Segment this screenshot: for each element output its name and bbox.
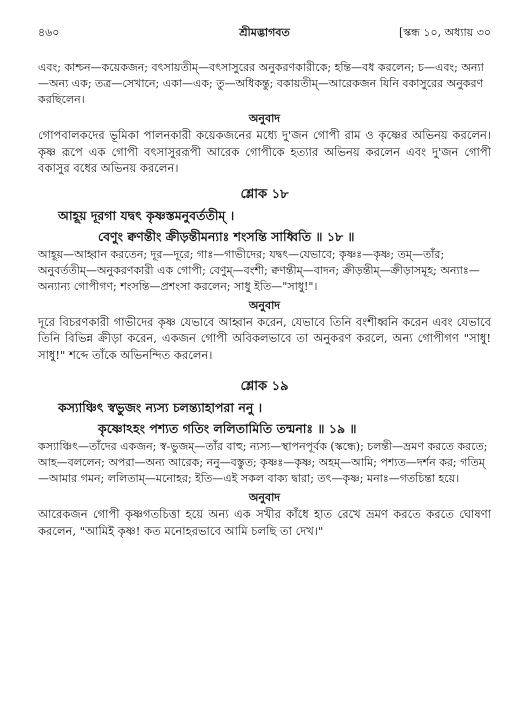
verse-18-line-2: বেণুং ক্বণন্তীং ক্রীড়ন্তীমন্যাঃ শংসন্তি সাধ্বিতি ॥ ১৮ ॥ — [98, 228, 355, 244]
translation-heading-19: অনুবাদ — [248, 491, 281, 504]
translation-18: দূরে বিচরণকারী গাভীদের কৃষ্ণ যেভাবে আহ্বান করেন, যেভাবে তিনি বংশীধ্বনি করেন এবং যেভাবে তিনি বিভিন্ন ক্রীড়া করেন, একজন গোপী অবিকলভাবে তা অনুকরণ করলে, অন্য গোপীগণ "সাধু! সাধু!" শব্দে তাঁকে অভিনন্দিত করলেন। — [38, 314, 491, 362]
verse-heading-19: শ্লোক ১৯ — [240, 379, 289, 394]
translation-19: আরেকজন গোপী কৃষ্ণগতচিত্তা হয়ে অন্য এক সখীর কাঁধে হাত রেখে ভ্রমণ করতে করতে ঘোষণা করলেন, "আমিই কৃষ্ণ! কত মনোহরভাবে আমি চলছি তা দেখ।" — [38, 507, 491, 538]
verse-19-line-1: কস্যাঞ্চিৎ স্বভুজং ন্যস্য চলন্ত্যাহাপরা ননু । — [58, 400, 263, 415]
page-number: ৪৬০ — [38, 26, 60, 39]
translation-17: গোপবালকদের ভূমিকা পালনকারী কয়েকজনের মধ্যে দু'জন গোপী রাম ও কৃষ্ণের অভিনয় করলেন। কৃষ্ণ রূপে এক গোপী বৎসাসুররূপী আরেক গোপীকে হত্যার অভিনয় করলেন এবং দু'জন গোপী বকাসুর বধের অভিনয় করলেন। — [38, 128, 491, 175]
translation-heading-17: অনুবাদ — [248, 112, 281, 125]
book-title: শ্রীমদ্ভাগবত — [239, 26, 290, 39]
verse-18-line-1: আহূয় দূরগা যদ্বৎ কৃষ্ণস্তমনুবর্ততীম্ । — [58, 207, 235, 223]
synonyms-17: এবং; কাশ্চন—কয়েকজন; বৎসায়তীম্—বৎসাসুরের অনুকরণকারীকে; হন্তি—বধ করলেন; চ—এবং; অন্যা—অন্য এক; তত্র—সেখানে; একা—এক; তু—অধিকন্তু; বকায়তীম্—আরেকজন যিনি বকাসুরের অনুকরণ করছিলেন। — [38, 61, 484, 106]
synonyms-18: আহূয়—আহ্বান করতেন; দূর—দূরে; গাঃ—গাভীদের; যদ্বৎ—যেভাবে; কৃষ্ণঃ—কৃষ্ণ; তম্—তাঁর; অনুবর্ততীম্—অনুকরণকারী এক গোপী; বেণুম্—বংশী; ক্বণন্তীম্—বাদন; ক্রীড়ন্তীম্—ক্রীড়াসমূহ; অন্যাঃ—অন্যান্য গোপীগণ; শংসন্তি—প্রশংসা করলেন; সাধু ইতি—"সাধু!"। — [38, 247, 480, 293]
verse-heading-18: শ্লোক ১৮ — [240, 186, 289, 202]
page-body — [38, 60, 491, 539]
chapter-reference: [স্কন্ধ ১০, অধ্যায় ৩০ — [398, 26, 491, 39]
translation-heading-18: অনুবাদ — [248, 298, 281, 312]
synonyms-19: কস্যাঞ্চিৎ—তাঁদের একজন; স্ব-ভুজম্—তাঁর বাহু; ন্যস্য—স্থাপনপূর্বক (স্কন্ধে); চলন্তী—ভ্রমণ করতে করতে; আহ—বললেন; অপরা—অন্য আরেক; ননু—বস্তুত; কৃষ্ণঃ—কৃষ্ণ; অহম্—আমি; পশ্যত—দর্শন কর; গতিম্—আমার গমন; ললিতাম্—মনোহর; ইতি—এই সকল বাক্য দ্বারা; তৎ—কৃষ্ণ; মনাঃ—গতচিন্তা হয়ে। — [38, 440, 488, 485]
verse-19-line-2: কৃষ্ণোঽহং পশ্যত গতিং ললিতামিতি তন্মনাঃ ॥ ১৯ ॥ — [98, 421, 357, 436]
page-header — [38, 24, 491, 44]
